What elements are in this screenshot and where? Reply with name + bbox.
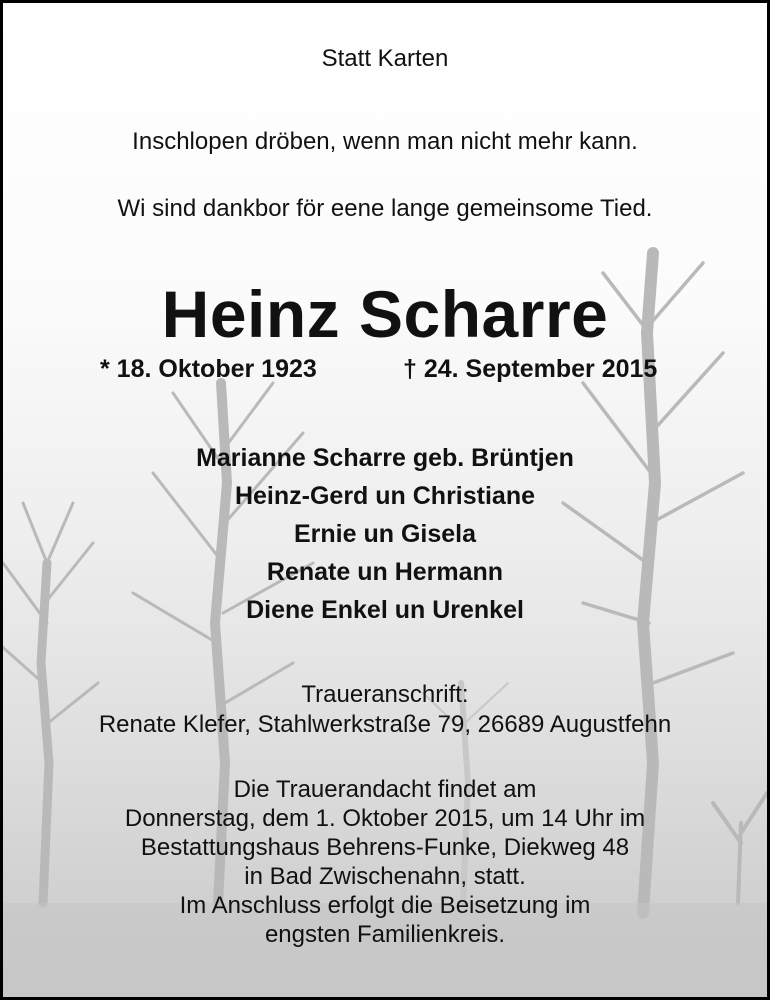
statt-karten-label: Statt Karten [321,45,449,72]
deceased-name: Heinz Scharre [161,277,609,351]
mourner-line: Heinz-Gerd un Christiane [234,482,536,510]
mourner-line: Ernie un Gisela [293,520,476,548]
ceremony-line: engsten Familienkreis. [264,921,506,948]
mourner-line: Marianne Scharre geb. Brüntjen [196,444,574,472]
ceremony-line: Im Anschluss erfolgt die Beisetzung im [179,892,591,919]
quote-line-1: Inschlopen dröben, wenn man nicht mehr kann. [132,128,638,155]
address-label: Traueranschrift: [301,681,469,708]
ceremony-line: Die Trauerandacht findet am [233,776,537,803]
mourner-line: Renate un Hermann [266,558,504,586]
birth-date: * 18. Oktober 1923 [100,355,317,383]
ceremony-line: Donnerstag, dem 1. Oktober 2015, um 14 Uhr im [124,805,646,832]
mourner-line: Diene Enkel un Urenkel [246,596,524,624]
address-value: Renate Klefer, Stahlwerkstraße 79, 26689 Augustfehn [98,711,672,738]
quote-line-2: Wi sind dankbor för eene lange gemeinsome Tied. [117,195,653,222]
ceremony-line: Bestattungshaus Behrens-Funke, Diekweg 48 [140,834,630,861]
ceremony-line: in Bad Zwischenahn, statt. [244,863,526,890]
death-date: † 24. September 2015 [403,355,658,383]
